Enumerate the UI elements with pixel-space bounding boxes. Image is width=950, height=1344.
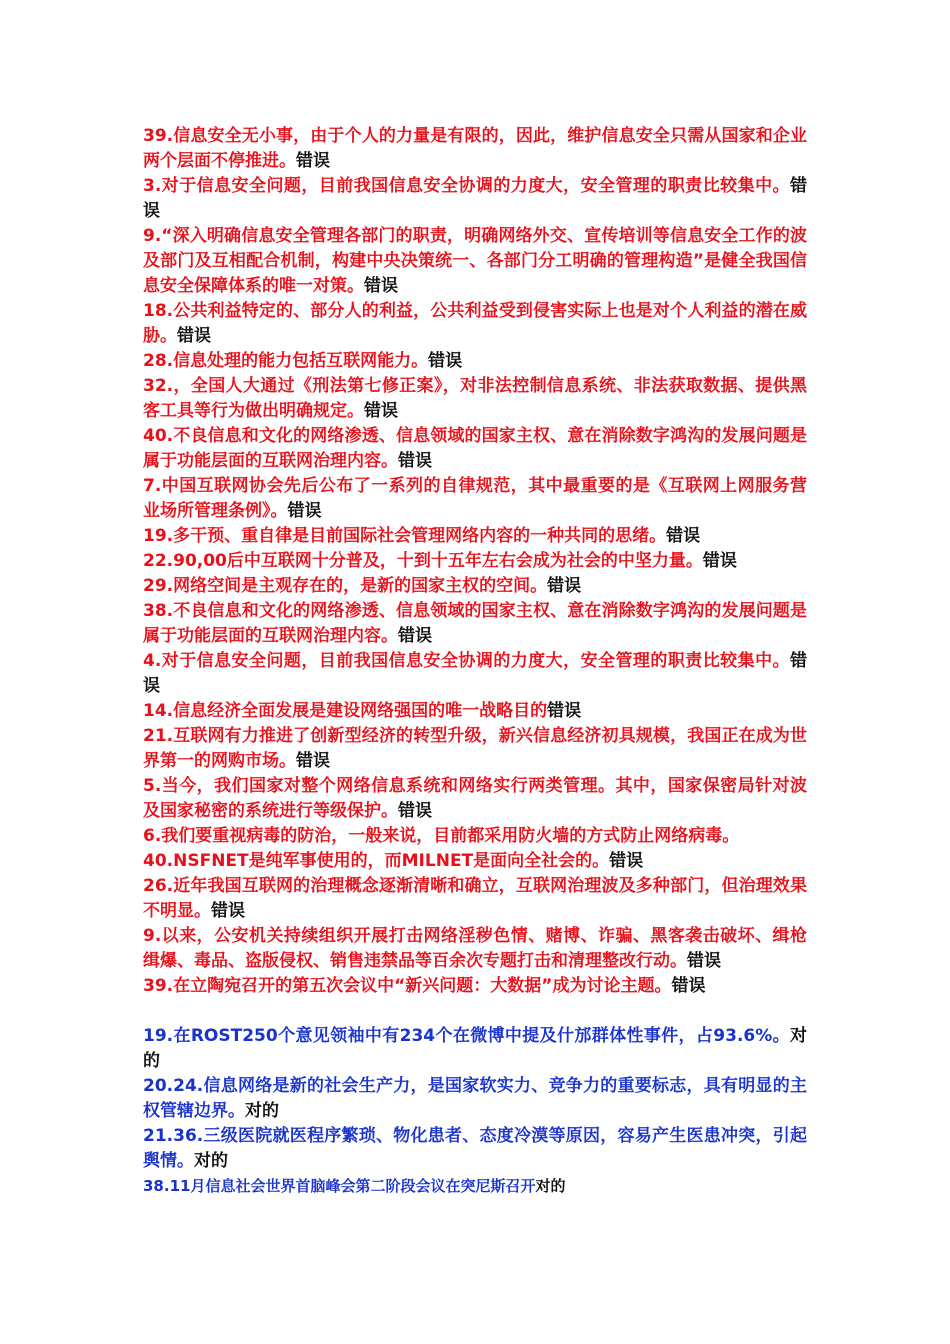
- question-item: [143, 724, 807, 774]
- question-item: [143, 874, 807, 924]
- question-item: [143, 774, 807, 824]
- true-answer-list: [143, 1024, 807, 1199]
- answer-text: 错误: [702, 551, 737, 571]
- answer-text: 错误: [296, 151, 330, 171]
- question-item: [143, 474, 807, 524]
- question-text: 3.对于信息安全问题，目前我国信息安全协调的力度大，安全管理的职责比较集中。: [143, 176, 790, 196]
- question-item: [143, 924, 807, 974]
- answer-text: 错误: [398, 451, 432, 471]
- answer-text: 错误: [687, 951, 721, 971]
- answer-text: 对的: [194, 1151, 228, 1171]
- question-item: [143, 849, 807, 874]
- question-text: 22.90,00后中互联网十分普及，十到十五年左右会成为社会的中坚力量。: [143, 551, 703, 571]
- question-item: [143, 174, 807, 224]
- question-text: 20.24.信息网络是新的社会生产力，是国家软实力、竞争力的重要标志，具有明显的主权管辖边界。: [143, 1076, 807, 1121]
- question-item: [143, 224, 807, 299]
- question-text: 14.信息经济全面发展是建设网络强国的唯一战略目的: [143, 701, 548, 721]
- question-item: [143, 524, 807, 549]
- answer-text: 错误: [671, 976, 706, 996]
- answer-text: 错误: [287, 501, 322, 521]
- question-text: 38.不良信息和文化的网络渗透、信息领域的国家主权、意在消除数字鸿沟的发展问题是属于功能层面的互联网治理内容。: [143, 601, 807, 646]
- question-text: 39.在立陶宛召开的第五次会议中“新兴问题：大数据”成为讨论主题。: [143, 976, 672, 996]
- question-item: [143, 299, 807, 349]
- question-item: [143, 349, 807, 374]
- question-item: [143, 374, 807, 424]
- answer-text: 错误: [211, 901, 245, 921]
- answer-text: 对的: [143, 1026, 807, 1071]
- question-text: 29.网络空间是主观存在的，是新的国家主权的空间。: [143, 576, 548, 596]
- answer-text: 对的: [245, 1101, 279, 1121]
- question-text: 32.，全国人大通过《刑法第七修正案》，对非法控制信息系统、非法获取数据、提供黑客工具等行为做出明确规定。: [143, 376, 807, 421]
- question-text: 6.我们要重视病毒的防治，一般来说，目前都采用防火墙的方式防止网络病毒。: [143, 826, 740, 846]
- answer-text: 错误: [398, 801, 432, 821]
- section-spacer: [143, 999, 807, 1024]
- question-item: [143, 1024, 807, 1074]
- question-text: 26.近年我国互联网的治理概念逐渐清晰和确立，互联网治理波及多种部门，但治理效果不明显。: [143, 876, 807, 921]
- question-text: 21.36.三级医院就医程序繁琐、物化患者、态度冷漠等原因，容易产生医患冲突，引起舆情。: [143, 1126, 807, 1171]
- question-text: 19.多干预、重自律是目前国际社会管理网络内容的一种共同的思绪。: [143, 526, 667, 546]
- document-page: [143, 124, 807, 1199]
- answer-text: 错误: [547, 701, 582, 721]
- answer-text: 错误: [609, 851, 644, 871]
- question-text: 40.NSFNET是纯军事使用的，而MILNET是面向全社会的。: [143, 851, 610, 871]
- question-text: 28.信息处理的能力包括互联网能力。: [143, 351, 429, 371]
- answer-text: 错误: [177, 326, 211, 346]
- question-text: 9.以来，公安机关持续组织开展打击网络淫秽色情、赌博、诈骗、黑客袭击破坏、缉枪缉爆、毒品、盗版侵权、销售违禁品等百余次专题打击和清理整改行动。: [143, 926, 807, 971]
- question-text: 21.互联网有力推进了创新型经济的转型升级，新兴信息经济初具规模，我国正在成为世界第一的网购市场。: [143, 726, 807, 771]
- question-item: [143, 1174, 807, 1199]
- question-item: [143, 824, 807, 849]
- question-text: 18.公共利益特定的、部分人的利益，公共利益受到侵害实际上也是对个人利益的潜在威胁。: [143, 301, 807, 346]
- question-text: 39.信息安全无小事，由于个人的力量是有限的，因此，维护信息安全只需从国家和企业两个层面不停推进。: [143, 126, 807, 171]
- answer-text: 错误: [364, 401, 398, 421]
- question-item: [143, 1074, 807, 1124]
- answer-text: 错误: [143, 651, 807, 696]
- question-item: [143, 649, 807, 699]
- question-text: 7.中国互联网协会先后公布了一系列的自律规范，其中最重要的是《互联网上网服务营业场所管理条例》。: [143, 476, 807, 521]
- answer-text: 错误: [428, 351, 463, 371]
- question-item: [143, 424, 807, 474]
- question-item: [143, 699, 807, 724]
- answer-text: 错误: [547, 576, 582, 596]
- question-text: 4.对于信息安全问题，目前我国信息安全协调的力度大，安全管理的职责比较集中。: [143, 651, 790, 671]
- question-text: 40.不良信息和文化的网络渗透、信息领域的国家主权、意在消除数字鸿沟的发展问题是属于功能层面的互联网治理内容。: [143, 426, 807, 471]
- question-item: [143, 574, 807, 599]
- question-item: [143, 124, 807, 174]
- false-answer-list: [143, 124, 807, 999]
- question-item: [143, 599, 807, 649]
- answer-text: 错误: [296, 751, 330, 771]
- answer-text: 错误: [666, 526, 701, 546]
- question-item: [143, 549, 807, 574]
- answer-text: 错误: [143, 176, 807, 221]
- question-item: [143, 1124, 807, 1174]
- answer-text: 错误: [364, 276, 398, 296]
- question-item: [143, 974, 807, 999]
- answer-text: 对的: [535, 1177, 566, 1195]
- question-text: 38.11月信息社会世界首脑峰会第二阶段会议在突尼斯召开: [143, 1177, 536, 1195]
- question-text: 19.在ROST250个意见领袖中有234个在微博中提及什邡群体性事件，占93.6%。: [143, 1026, 790, 1046]
- question-text: 5.当今，我们国家对整个网络信息系统和网络实行两类管理。其中，国家保密局针对波及国家秘密的系统进行等级保护。: [143, 776, 807, 821]
- question-text: 9.“深入明确信息安全管理各部门的职责，明确网络外交、宣传培训等信息安全工作的波及部门及互相配合机制，构建中央决策统一、各部门分工明确的管理构造”是健全我国信息安全保障体系的唯一对策。: [143, 226, 807, 296]
- answer-text: 错误: [398, 626, 432, 646]
